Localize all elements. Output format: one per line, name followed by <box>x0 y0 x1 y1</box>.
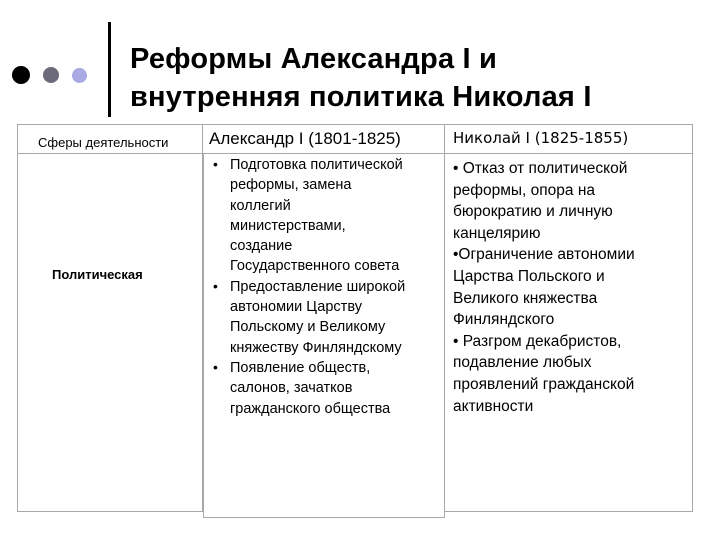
alexander-list-item <box>207 358 447 419</box>
alexander-list-line: княжеству Финляндскому <box>230 339 402 356</box>
bullet-icon: • <box>213 358 218 375</box>
alexander-list-line: создание <box>230 238 293 255</box>
nicholas-list-line: Великого княжества <box>453 289 598 307</box>
title-line-2: внутренняя политика Николая I <box>130 81 592 113</box>
alexander-list-item <box>207 277 447 358</box>
column-header-nicholas: Николай I (1825-1855) <box>453 129 629 147</box>
nicholas-list-line: Царства Польского и <box>453 267 605 285</box>
nicholas-list-line: реформы, опора на <box>453 181 596 199</box>
alexander-list-line: коллегий <box>230 197 291 214</box>
bullet-icon: • <box>213 277 218 294</box>
body-cell-spheres <box>17 154 203 512</box>
slide-title <box>130 40 592 116</box>
alexander-list-line: Предоставление широкой <box>230 278 406 295</box>
nicholas-list-line: активности <box>453 397 534 415</box>
nicholas-list-line: • Отказ от политической <box>453 160 628 177</box>
alexander-list-line: салонов, зачатков <box>230 380 353 397</box>
nicholas-list-line: • Разгром декабристов, <box>453 332 622 350</box>
alexander-list-line: министерствами, <box>230 217 346 234</box>
alexander-list-line: Польскому и Великому <box>230 319 386 336</box>
row-label-political: Политическая <box>52 267 143 282</box>
decor-dot-lavender <box>72 68 87 83</box>
alexander-list-line: Появление обществ, <box>230 359 371 376</box>
decor-dot-gray <box>43 67 59 83</box>
nicholas-list-line: Финляндского <box>453 311 555 329</box>
alexander-list-line: Государственного совета <box>230 258 400 275</box>
nicholas-policy-list <box>453 158 693 417</box>
nicholas-list-line: канцелярию <box>453 224 541 242</box>
bullet-icon: • <box>213 156 218 172</box>
nicholas-list-line: бюрократию и личную <box>453 203 613 221</box>
nicholas-list-line: проявлений гражданской <box>453 375 635 393</box>
column-header-spheres: Сферы деятельности <box>38 135 169 150</box>
nicholas-list-line: •Ограничение автономии <box>453 246 635 264</box>
nicholas-list-line: подавление любых <box>453 354 592 372</box>
title-divider-line <box>108 22 111 117</box>
alexander-list-line: автономии Царству <box>230 299 362 316</box>
title-line-1: Реформы Александра I и <box>130 43 498 75</box>
alexander-list-line: гражданского общества <box>230 400 391 417</box>
alexander-list-line: реформы, замена <box>230 177 352 194</box>
column-header-alexander: Александр I (1801-1825) <box>209 129 401 148</box>
decor-dot-black <box>12 66 30 84</box>
alexander-list-line: Подготовка политической <box>230 157 403 173</box>
alexander-list-item <box>207 155 447 277</box>
alexander-reforms-list <box>207 155 447 419</box>
